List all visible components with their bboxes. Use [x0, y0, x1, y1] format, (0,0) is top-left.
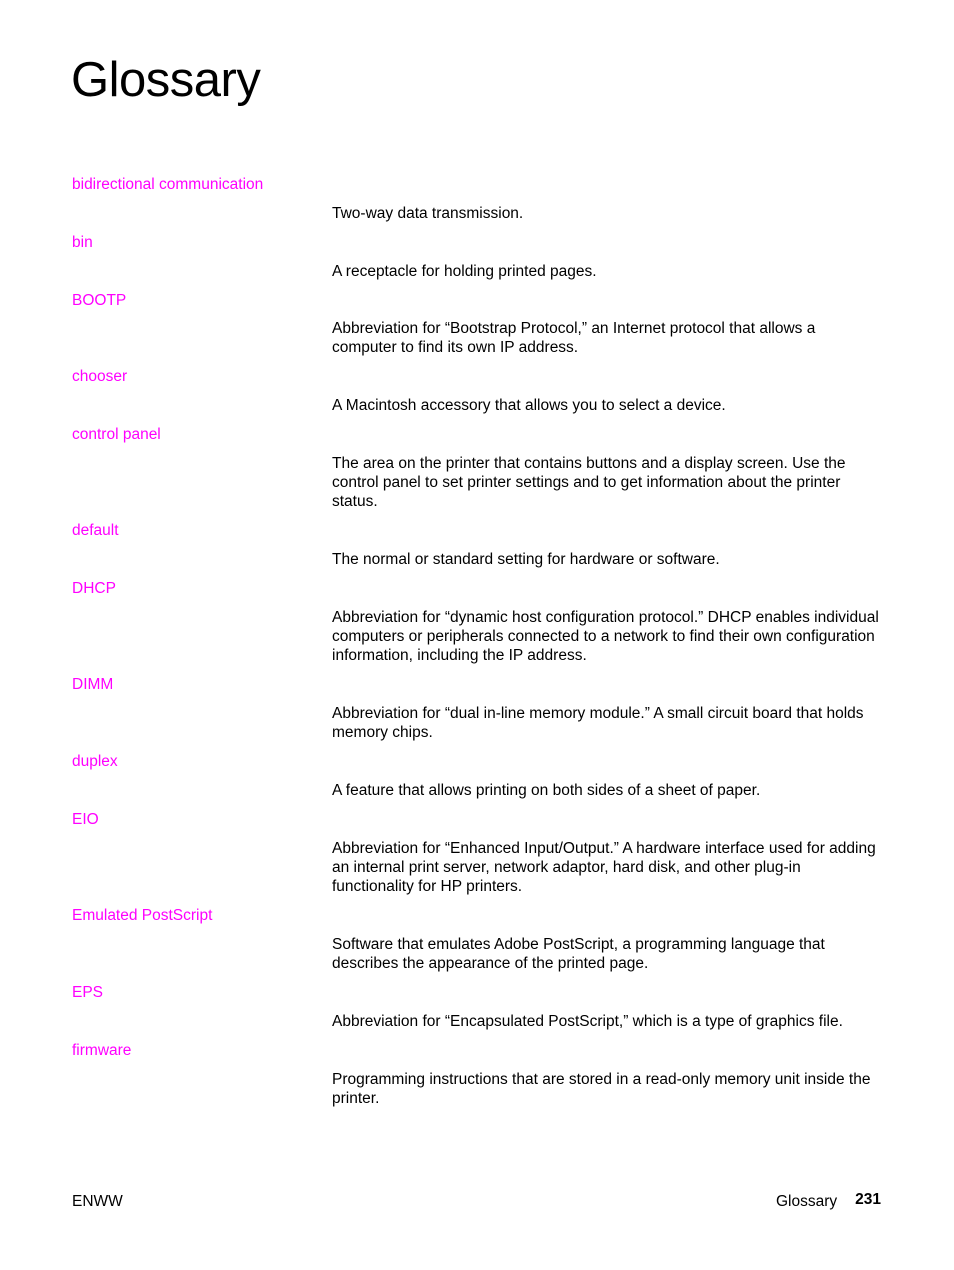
page-title: Glossary — [71, 53, 261, 107]
glossary-definition: Abbreviation for “Bootstrap Protocol,” an Internet protocol that allows a computer to find its own IP address. — [332, 320, 816, 357]
glossary-definition: A Macintosh accessory that allows you to select a device. — [332, 397, 726, 414]
glossary-definition: The area on the printer that contains buttons and a display screen. Use the control panel to set printer settings and to get information about the printer status. — [332, 455, 846, 511]
glossary-definition: The normal or standard setting for hardware or software. — [332, 551, 720, 568]
glossary-definition: Abbreviation for “dual in-line memory module.” A small circuit board that holds memory chips. — [332, 705, 864, 742]
glossary-definition: Abbreviation for “dynamic host configuration protocol.” DHCP enables individual computers or peripherals connected to a network to find their own configuration information, including the IP address. — [332, 609, 879, 665]
glossary-definition: A receptacle for holding printed pages. — [332, 263, 597, 280]
glossary-term-emulated-postscript[interactable]: Emulated PostScript — [72, 907, 213, 924]
glossary-term-bidirectional-communication[interactable]: bidirectional communication — [72, 176, 264, 193]
glossary-term-eio[interactable]: EIO — [72, 811, 99, 828]
glossary-definition: Two-way data transmission. — [332, 205, 524, 222]
footer-edition-label: ENWW — [72, 1193, 123, 1210]
glossary-definition: Abbreviation for “Encapsulated PostScript,” which is a type of graphics file. — [332, 1013, 843, 1030]
glossary-term-firmware[interactable]: firmware — [72, 1042, 132, 1059]
glossary-term-default[interactable]: default — [72, 522, 119, 539]
glossary-term-dimm[interactable]: DIMM — [72, 676, 114, 693]
glossary-term-chooser[interactable]: chooser — [72, 368, 128, 385]
footer-page-info — [776, 1190, 881, 1211]
glossary-definition: Software that emulates Adobe PostScript, a programming language that describes the appearance of the printed page. — [332, 936, 825, 973]
glossary-definition: A feature that allows printing on both sides of a sheet of paper. — [332, 782, 761, 799]
glossary-term-duplex[interactable]: duplex — [72, 753, 118, 770]
glossary-definition: Programming instructions that are stored in a read-only memory unit inside the printer. — [332, 1071, 871, 1108]
footer-section-title: Glossary — [775, 1193, 838, 1210]
footer-page-number: 231 — [855, 1191, 881, 1208]
glossary-term-bootp[interactable]: BOOTP — [72, 292, 127, 309]
glossary-term-eps[interactable]: EPS — [72, 984, 104, 1001]
glossary-definition: Abbreviation for “Enhanced Input/Output.” A hardware interface used for adding an internal print server, network adaptor, hard disk, and other plug-in functionality for HP printers. — [332, 840, 876, 896]
glossary-term-dhcp[interactable]: DHCP — [72, 580, 116, 597]
glossary-term-control-panel[interactable]: control panel — [72, 426, 161, 443]
glossary-term-bin[interactable]: bin — [72, 234, 93, 251]
